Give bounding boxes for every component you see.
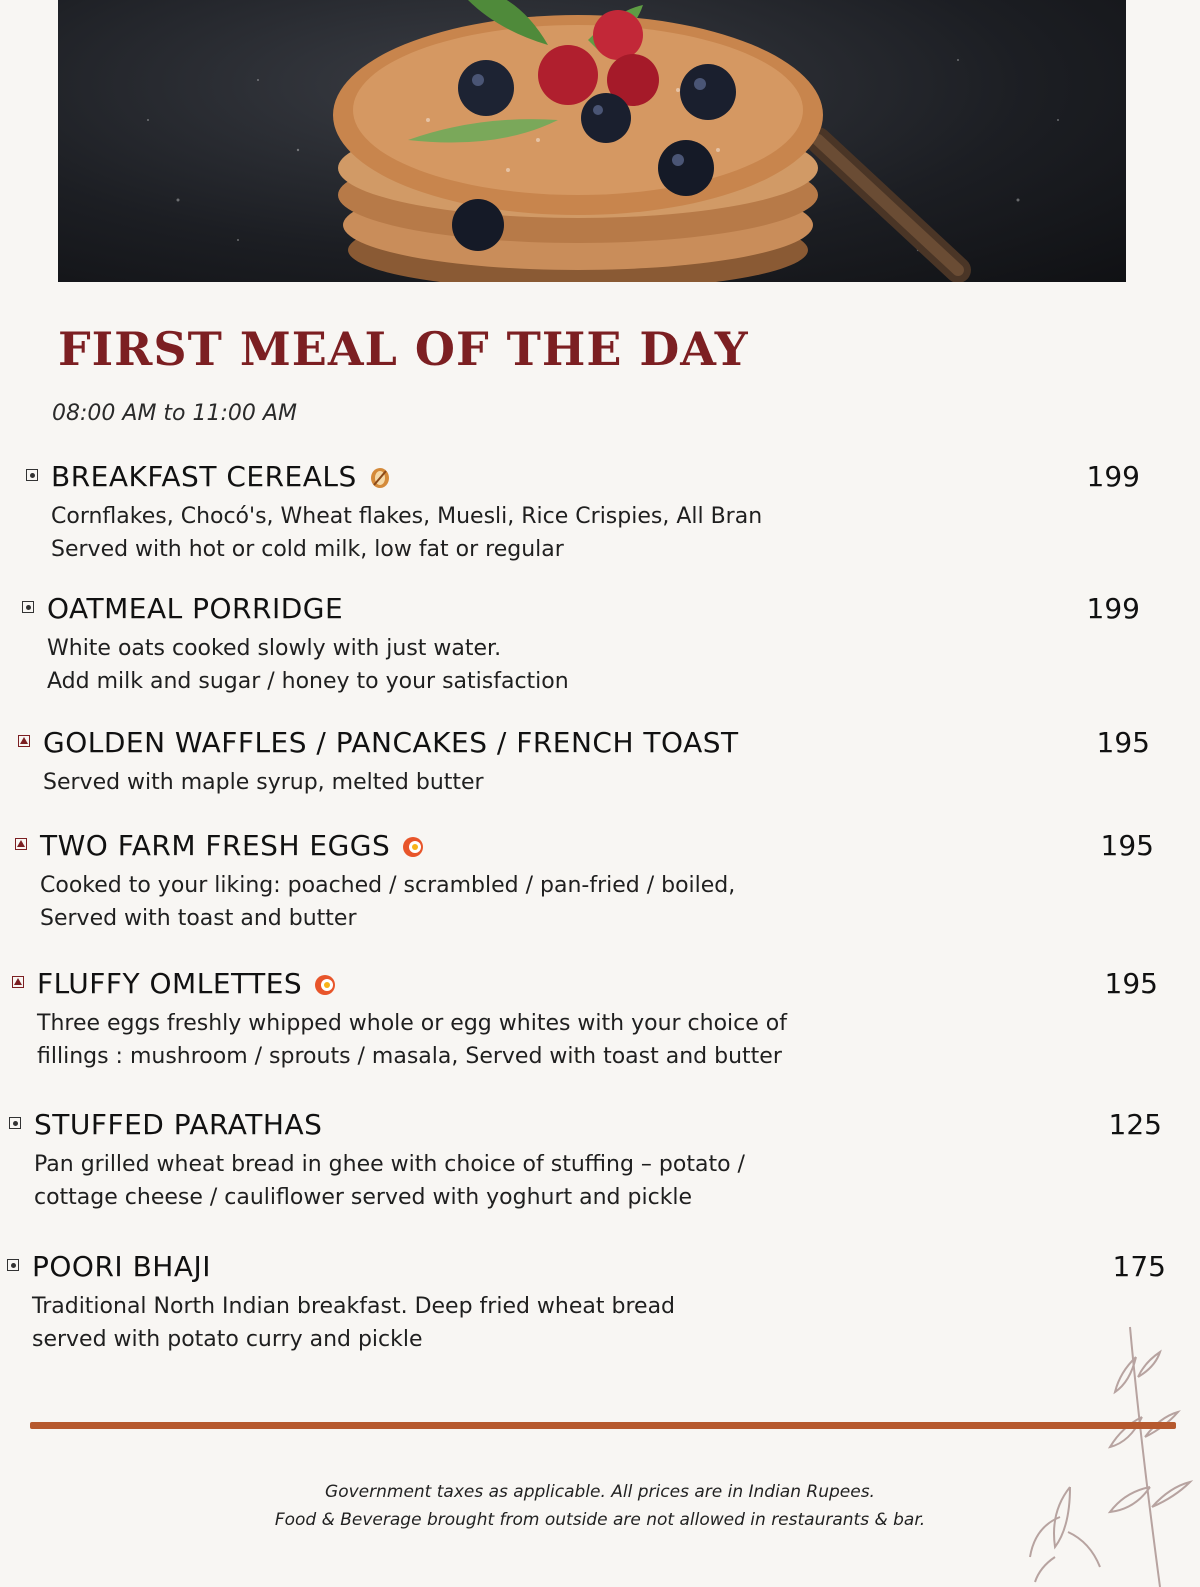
item-price: 199 — [1086, 460, 1140, 493]
description-line: cottage cheese / cauliflower served with yoghurt and pickle — [34, 1185, 693, 1210]
serving-hours: 08:00 AM to 11:00 AM — [52, 401, 297, 426]
description-line: Cornflakes, Chocó's, Wheat flakes, Muesli, Rice Crispies, All Bran — [51, 504, 763, 529]
item-description — [9, 1148, 1162, 1214]
menu-item — [7, 1250, 1166, 1356]
description-line: Pan grilled wheat bread in ghee with choice of stuffing – potato / — [34, 1152, 745, 1177]
egg-icon — [312, 972, 338, 998]
menu-item — [22, 592, 1140, 698]
menu-item — [9, 1108, 1162, 1214]
description-line: Traditional North Indian breakfast. Deep fried wheat bread — [32, 1294, 676, 1319]
item-price: 125 — [1108, 1108, 1162, 1141]
item-description — [26, 500, 1140, 566]
item-description — [18, 766, 1150, 799]
description-line: Three eggs freshly whipped whole or egg whites with your choice of — [37, 1011, 787, 1036]
item-description — [22, 632, 1140, 698]
veg-indicator-icon — [7, 1259, 19, 1271]
item-price: 195 — [1100, 829, 1154, 862]
floral-sprig-decoration — [1010, 1317, 1200, 1587]
item-name: POORI BHAJI — [32, 1250, 212, 1283]
description-line: Add milk and sugar / honey to your satisfaction — [47, 669, 569, 694]
footer-note-outside-food: Food & Beverage brought from outside are not allowed in restaurants & bar. — [274, 1510, 926, 1530]
item-description — [7, 1290, 1166, 1356]
menu-item — [12, 967, 1158, 1073]
item-price: 199 — [1086, 592, 1140, 625]
cereal-icon — [367, 465, 393, 491]
menu-item — [18, 726, 1150, 799]
item-description — [15, 869, 1154, 935]
item-name: TWO FARM FRESH EGGS — [40, 829, 426, 862]
egg-icon — [400, 834, 426, 860]
menu-item — [15, 829, 1154, 935]
description-line: fillings : mushroom / sprouts / masala, Served with toast and butter — [37, 1044, 782, 1069]
item-price: 175 — [1112, 1250, 1166, 1283]
description-line: served with potato curry and pickle — [32, 1327, 423, 1352]
item-name: BREAKFAST CEREALS — [51, 460, 393, 493]
non-veg-indicator-icon — [12, 976, 24, 988]
veg-indicator-icon — [9, 1117, 21, 1129]
menu-item — [26, 460, 1140, 566]
menu-title: FIRST MEAL OF THE DAY — [58, 322, 749, 376]
description-line: Served with hot or cold milk, low fat or regular — [51, 537, 564, 562]
item-price: 195 — [1104, 967, 1158, 1000]
description-line: White oats cooked slowly with just water. — [47, 636, 502, 661]
item-name: GOLDEN WAFFLES / PANCAKES / FRENCH TOAST — [43, 726, 739, 759]
item-name: FLUFFY OMLETTES — [37, 967, 338, 1000]
item-description — [12, 1007, 1158, 1073]
non-veg-indicator-icon — [15, 838, 27, 850]
pancake-photo — [58, 0, 1126, 282]
description-line: Served with maple syrup, melted butter — [43, 770, 484, 795]
description-line: Cooked to your liking: poached / scrambled / pan-fried / boiled, — [40, 873, 736, 898]
veg-indicator-icon — [22, 601, 34, 613]
footer-divider — [30, 1422, 1176, 1429]
item-price: 195 — [1096, 726, 1150, 759]
footer-note-taxes: Government taxes as applicable. All prices are in Indian Rupees. — [325, 1482, 875, 1502]
item-name: STUFFED PARATHAS — [34, 1108, 323, 1141]
item-name: OATMEAL PORRIDGE — [47, 592, 344, 625]
veg-indicator-icon — [26, 469, 38, 481]
non-veg-indicator-icon — [18, 735, 30, 747]
description-line: Served with toast and butter — [40, 906, 357, 931]
